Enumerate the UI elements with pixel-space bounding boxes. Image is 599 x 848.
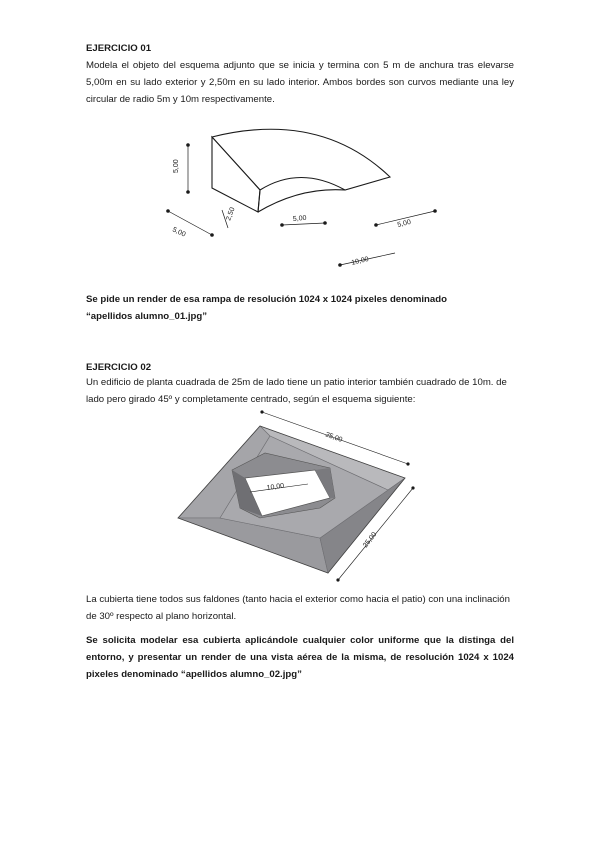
dim-radius-inner: 5,00 — [292, 214, 307, 223]
exercise-02-description: Un edificio de planta cuadrada de 25m de lado tiene un patio interior también cuadrado de 10m. de lado pero girado 45º y completamente centrado, según el esquema siguiente: — [86, 377, 507, 405]
dim-width-end: 5,00 — [396, 218, 412, 229]
ramp-diagram — [150, 115, 450, 275]
dim-height-inner: 2,50 — [225, 206, 237, 222]
render-request-02: Se solicita modelar esa cubierta aplicándole cualquier color uniforme que la distinga del entorno, y presentar un render de una vista aérea de la misma, de resolución 1024 x 1024 pixeles denominado “apellidos alumno_02.jpg” — [86, 635, 514, 680]
exercise-01-description: Modela el objeto del esquema adjunto que se inicia y termina con 5 m de anchura tras elevarse 5,00m en su lado exterior y 2,50m en su lado interior. Ambos bordes son curvos mediante una ley circular de radio 5m y 10m respectivamente. — [86, 60, 514, 105]
dim-width-start: 5,00 — [171, 226, 187, 239]
roof-note: La cubierta tiene todos sus faldones (tanto hacia el exterior como hacia el patio) con una inclinación de 30º respecto al plano horizontal. — [86, 594, 510, 622]
dim-side-top: 25,00 — [324, 431, 344, 444]
exercise-01-heading: EJERCICIO 01 — [86, 43, 152, 54]
roof-diagram — [170, 408, 430, 586]
dim-side-right: 25,00 — [362, 531, 379, 550]
render-request-01-line2: “apellidos alumno_01.jpg” — [86, 311, 208, 322]
dim-patio: 10,00 — [266, 482, 285, 492]
dim-height-outer: 5,00 — [173, 159, 180, 173]
render-request-01-line1: Se pide un render de esa rampa de resolución 1024 x 1024 pixeles denominado — [86, 294, 447, 305]
dim-radius-outer: 10,00 — [350, 255, 370, 267]
exercise-02-heading: EJERCICIO 02 — [86, 362, 152, 373]
